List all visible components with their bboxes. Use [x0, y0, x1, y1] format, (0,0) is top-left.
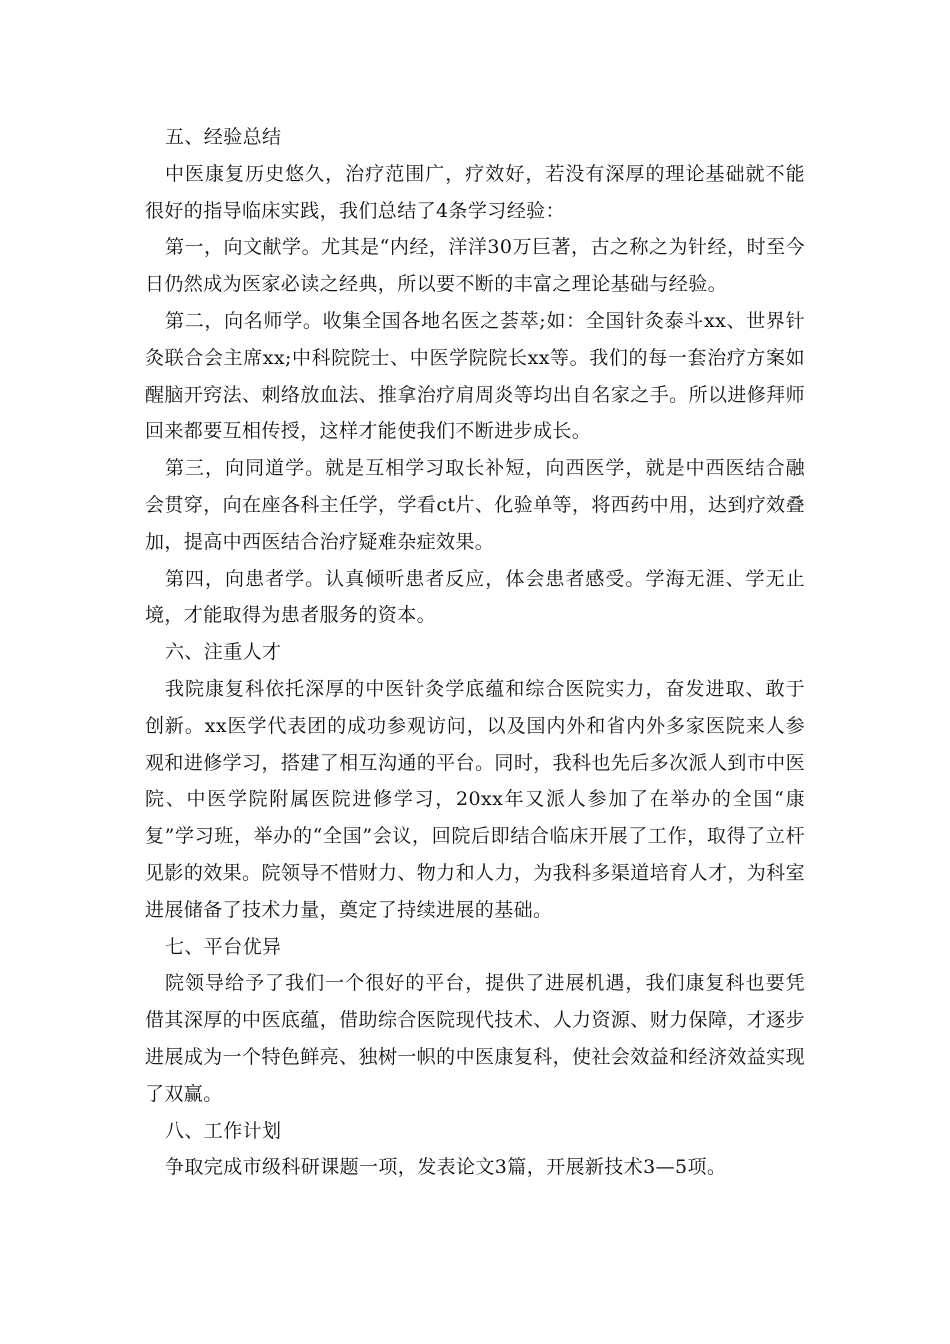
section-heading: 五、经验总结	[165, 126, 282, 148]
paragraph: 第四，向患者学。认真倾听患者反应，体会患者感受。学海无涯、学无止境，才能取得为患者服务的资本。	[145, 567, 805, 627]
paragraph: 争取完成市级科研课题一项，发表论文3篇，开展新技术3—5项。	[165, 1156, 727, 1179]
paragraph: 院领导给予了我们一个很好的平台，提供了进展机遇，我们康复科也要凭借其深厚的中医底蕴，借助综合医院现代技术、人力资源、财力保障，才逐步进展成为一个特色鲜亮、独树一帜的中医康复科，使社会效益和经济效益实现了双赢。	[145, 972, 805, 1105]
paragraph: 第二，向名师学。收集全国各地名医之荟萃;如：全国针灸泰斗xx、世界针灸联合会主席xx;中科院院士、中医学院院长xx等。我们的每一套治疗方案如醒脑开窍法、刺络放血法、推拿治疗肩周炎等均出自名家之手。所以进修拜师回来都要互相传授，这样才能使我们不断进步成长。	[145, 309, 805, 443]
section-heading: 六、注重人才	[165, 641, 282, 664]
paragraph: 第一，向文献学。尤其是“内经，洋洋30万巨著，古之称之为针经，时至今日仍然成为医家必读之经典，所以要不断的丰富之理论基础与经验。	[145, 236, 805, 296]
paragraph: 中医康复历史悠久，治疗范围广，疗效好，若没有深厚的理论基础就不能很好的指导临床实践，我们总结了4条学习经验：	[145, 162, 805, 222]
section-heading: 八、工作计划	[165, 1119, 282, 1142]
section-heading: 七、平台优异	[165, 935, 282, 958]
paragraph: 我院康复科依托深厚的中医针灸学底蕴和综合医院实力，奋发进取、敢于创新。xx医学代表团的成功参观访问，以及国内外和省内外多家医院来人参观和进修学习，搭建了相互沟通的平台。同时，我科也先后多次派人到市中医院、中医学院附属医院进修学习，20xx年又派人参加了在举办的全国“康复”学习班，举办的“全国”会议，回院后即结合临床开展了工作，取得了立杆见影的效果。院领导不惜财力、物力和人力，为我科多渠道培育人才，为科室进展储备了技术力量，奠定了持续进展的基础。	[145, 677, 805, 921]
paragraph: 第三，向同道学。就是互相学习取长补短，向西医学，就是中西医结合融会贯穿，向在座各科主任学，学看ct片、化验单等，将西药中用，达到疗效叠加，提高中西医结合治疗疑难杂症效果。	[145, 457, 805, 553]
document-body	[145, 119, 805, 1186]
